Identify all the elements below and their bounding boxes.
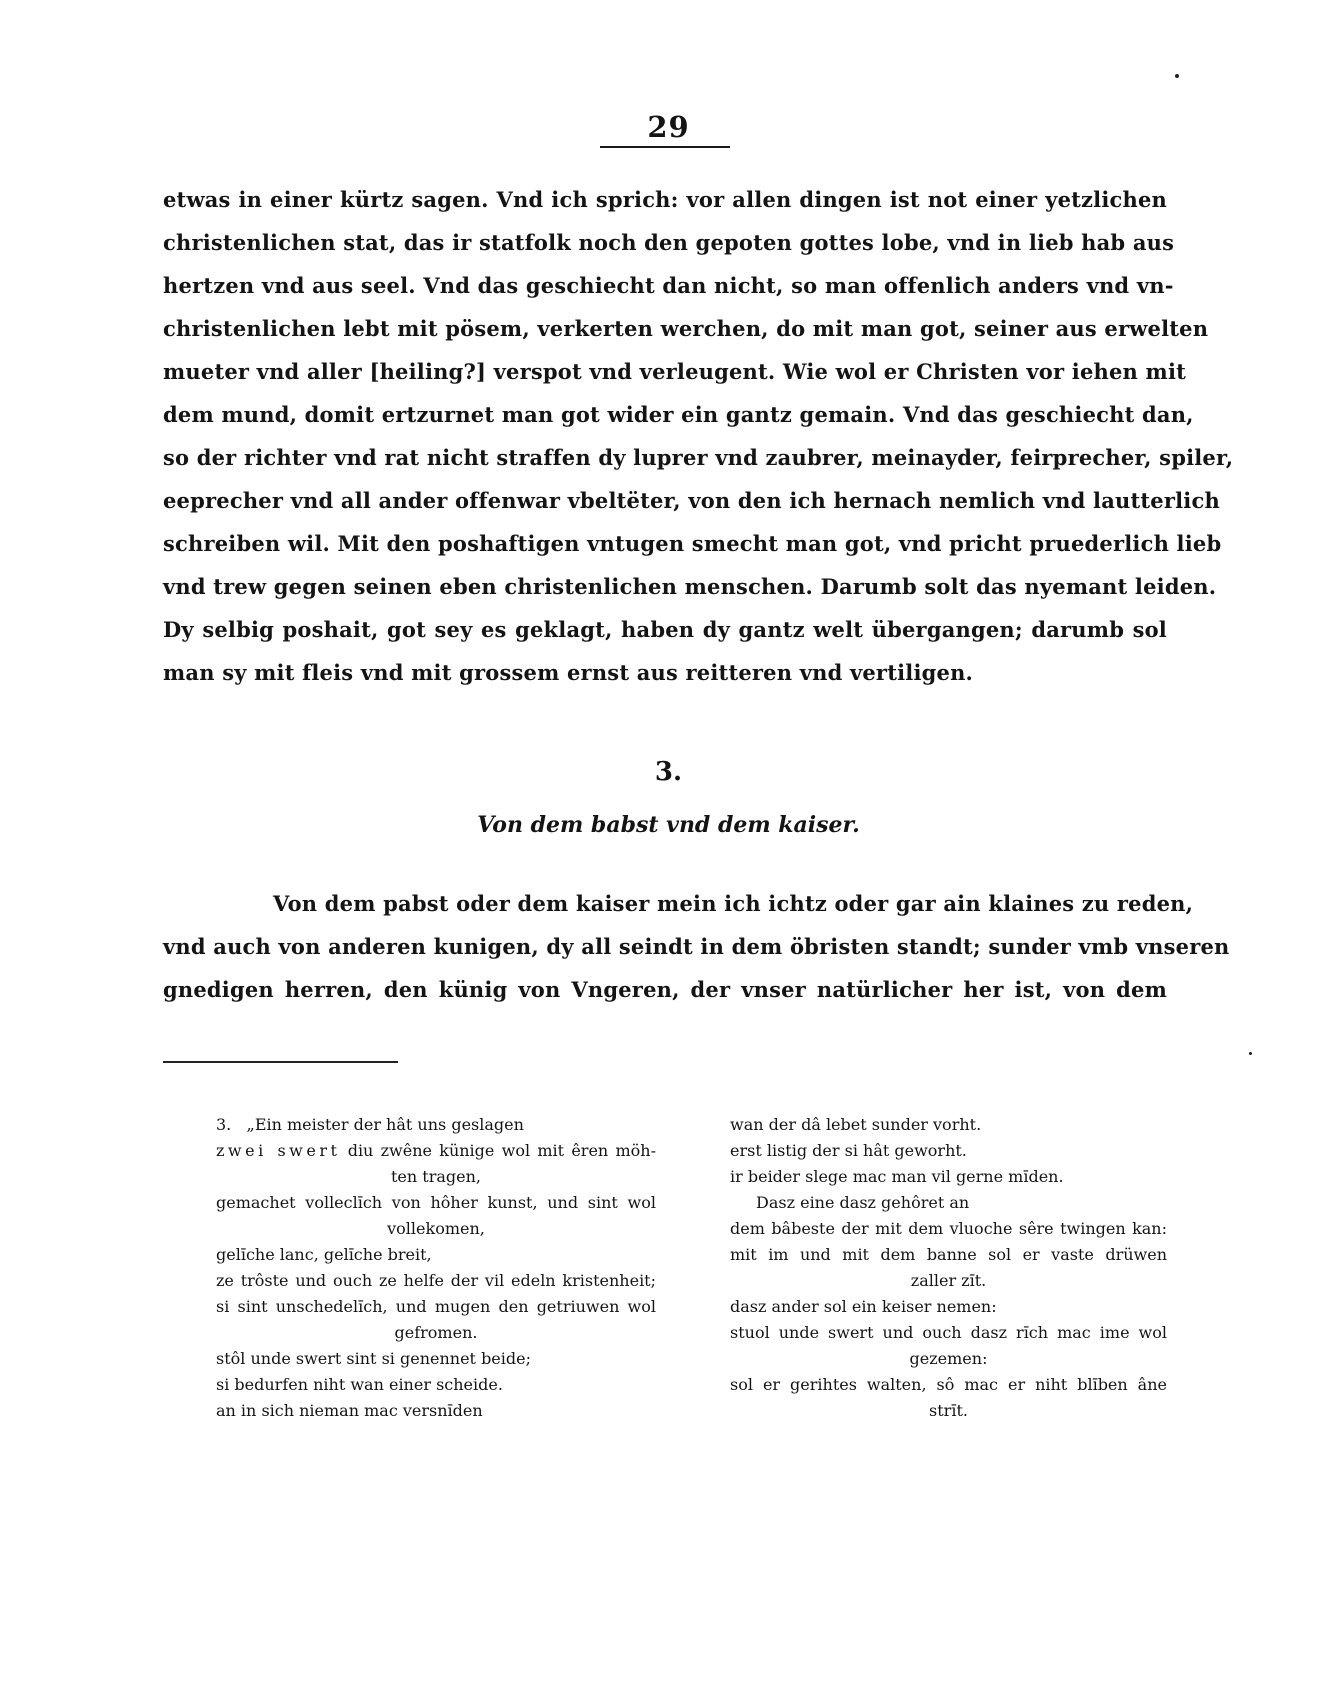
footnote-text: diu zwêne künige wol mit êren möh-: [340, 1141, 657, 1160]
footnote-line: an in sich nieman mac versnı̄den: [216, 1401, 483, 1420]
footnote-line: gefromen.: [394, 1323, 478, 1342]
body-text: [163, 178, 1234, 694]
footnote-line: gemachet volleclı̄ch von hôher kunst, und sint wol: [216, 1193, 656, 1212]
footnote-line: zaller zı̄t.: [910, 1271, 987, 1290]
footnote-line: dem bâbeste der mit dem vluoche sêre twingen kan:: [730, 1219, 1167, 1238]
footnote-line: ze trôste und ouch ze helfe der vil edeln kristenheit;: [216, 1271, 656, 1290]
footnote-rule: [163, 1061, 398, 1063]
footnote-line: stôl unde swert sint si genennet beide;: [216, 1349, 531, 1368]
text-line: so der richter vnd rat nicht straffen dy luprer vnd zaubrer, meinayder, feirprecher, spiler,: [163, 445, 1234, 470]
footnote-line: gezemen:: [909, 1349, 988, 1368]
footnote-line: mit im und mit dem banne sol er vaste drüwen: [730, 1245, 1167, 1264]
footnote-line: ir beider slege mac man vil gerne mı̄den.: [730, 1167, 1064, 1186]
text-line: Von dem pabst oder dem kaiser mein ich ichtz oder gar ain klaines zu reden,: [273, 891, 1194, 916]
footnote-line: [216, 1112, 656, 1138]
text-line: man sy mit fleis vnd mit grossem ernst aus reitteren vnd vertiligen.: [163, 660, 974, 685]
footnote-line: Dasz eine dasz gehôret an: [756, 1193, 970, 1212]
text-line: christenlichen lebt mit pösem, verkerten werchen, do mit man got, seiner aus erwelten: [163, 316, 1209, 341]
footnote-line: erst listig der si hât geworht.: [730, 1141, 967, 1160]
section-text: [163, 882, 1230, 1011]
footnote-line: [216, 1138, 656, 1164]
footnote-line: vollekomen,: [387, 1219, 485, 1238]
footnote-number: 3.: [216, 1115, 232, 1134]
text-line: mueter vnd aller [heiling?] verspot vnd verleugent. Wie wol er Christen vor iehen mit: [163, 359, 1187, 384]
text-line: hertzen vnd aus seel. Vnd das geschiecht dan nicht, so man offenlich anders vnd vn-: [163, 273, 1174, 298]
page-number-rule: [600, 146, 730, 148]
print-speck: [1175, 74, 1179, 78]
footnote-line: sol er gerihtes walten, sô mac er niht blı̄ben âne: [730, 1375, 1167, 1394]
footnote-line: strı̄t.: [929, 1401, 968, 1420]
section-number: 3.: [654, 757, 683, 787]
footnote-line: gelı̄che lanc, gelı̄che breit,: [216, 1245, 432, 1264]
text-line: gnedigen herren, den künig von Vngeren, der vnser natürlicher her ist, von dem: [163, 977, 1167, 1002]
footnote-spaced-text: zwei swert: [216, 1141, 341, 1160]
text-line: Dy selbig poshait, got sey es geklagt, haben dy gantz welt übergangen; darumb sol: [163, 617, 1167, 642]
footnote-line: si bedurfen niht wan einer scheide.: [216, 1375, 503, 1394]
footnote-line: stuol unde swert und ouch dasz rı̄ch mac ime wol: [730, 1323, 1167, 1342]
section-title: Von dem babst vnd dem kaiser.: [477, 812, 860, 838]
text-line: vnd auch von anderen kunigen, dy all seindt in dem öbristen standt; sunder vmb vnseren: [163, 934, 1230, 959]
footnote-right-column: [730, 1112, 1167, 1424]
footnote-text: „Ein meister der hât uns geslagen: [246, 1115, 524, 1134]
footnote-line: dasz ander sol ein keiser nemen:: [730, 1297, 997, 1316]
footnote-line: wan der dâ lebet sunder vorht.: [730, 1115, 982, 1134]
text-line: eeprecher vnd all ander offenwar vbeltëter, von den ich hernach nemlich vnd lautterlich: [163, 488, 1220, 513]
text-line: dem mund, domit ertzurnet man got wider ein gantz gemain. Vnd das geschiecht dan,: [163, 402, 1194, 427]
text-line: etwas in einer kürtz sagen. Vnd ich sprich: vor allen dingen ist not einer yetzlichen: [163, 187, 1167, 212]
print-speck: [1249, 1052, 1252, 1055]
text-line: schreiben wil. Mit den poshaftigen vntugen smecht man got, vnd pricht pruederlich lieb: [163, 531, 1222, 556]
footnote-left-column: [216, 1112, 656, 1424]
footnote-line: ten tragen,: [390, 1167, 481, 1186]
text-line: vnd trew gegen seinen eben christenlichen menschen. Darumb solt das nyemant leiden.: [163, 574, 1217, 599]
footnote-line: si sint unschedelı̄ch, und mugen den getriuwen wol: [216, 1297, 656, 1316]
page-number: 29: [647, 110, 690, 144]
text-line: christenlichen stat, das ir statfolk noch den gepoten gottes lobe, vnd in lieb hab aus: [163, 230, 1175, 255]
